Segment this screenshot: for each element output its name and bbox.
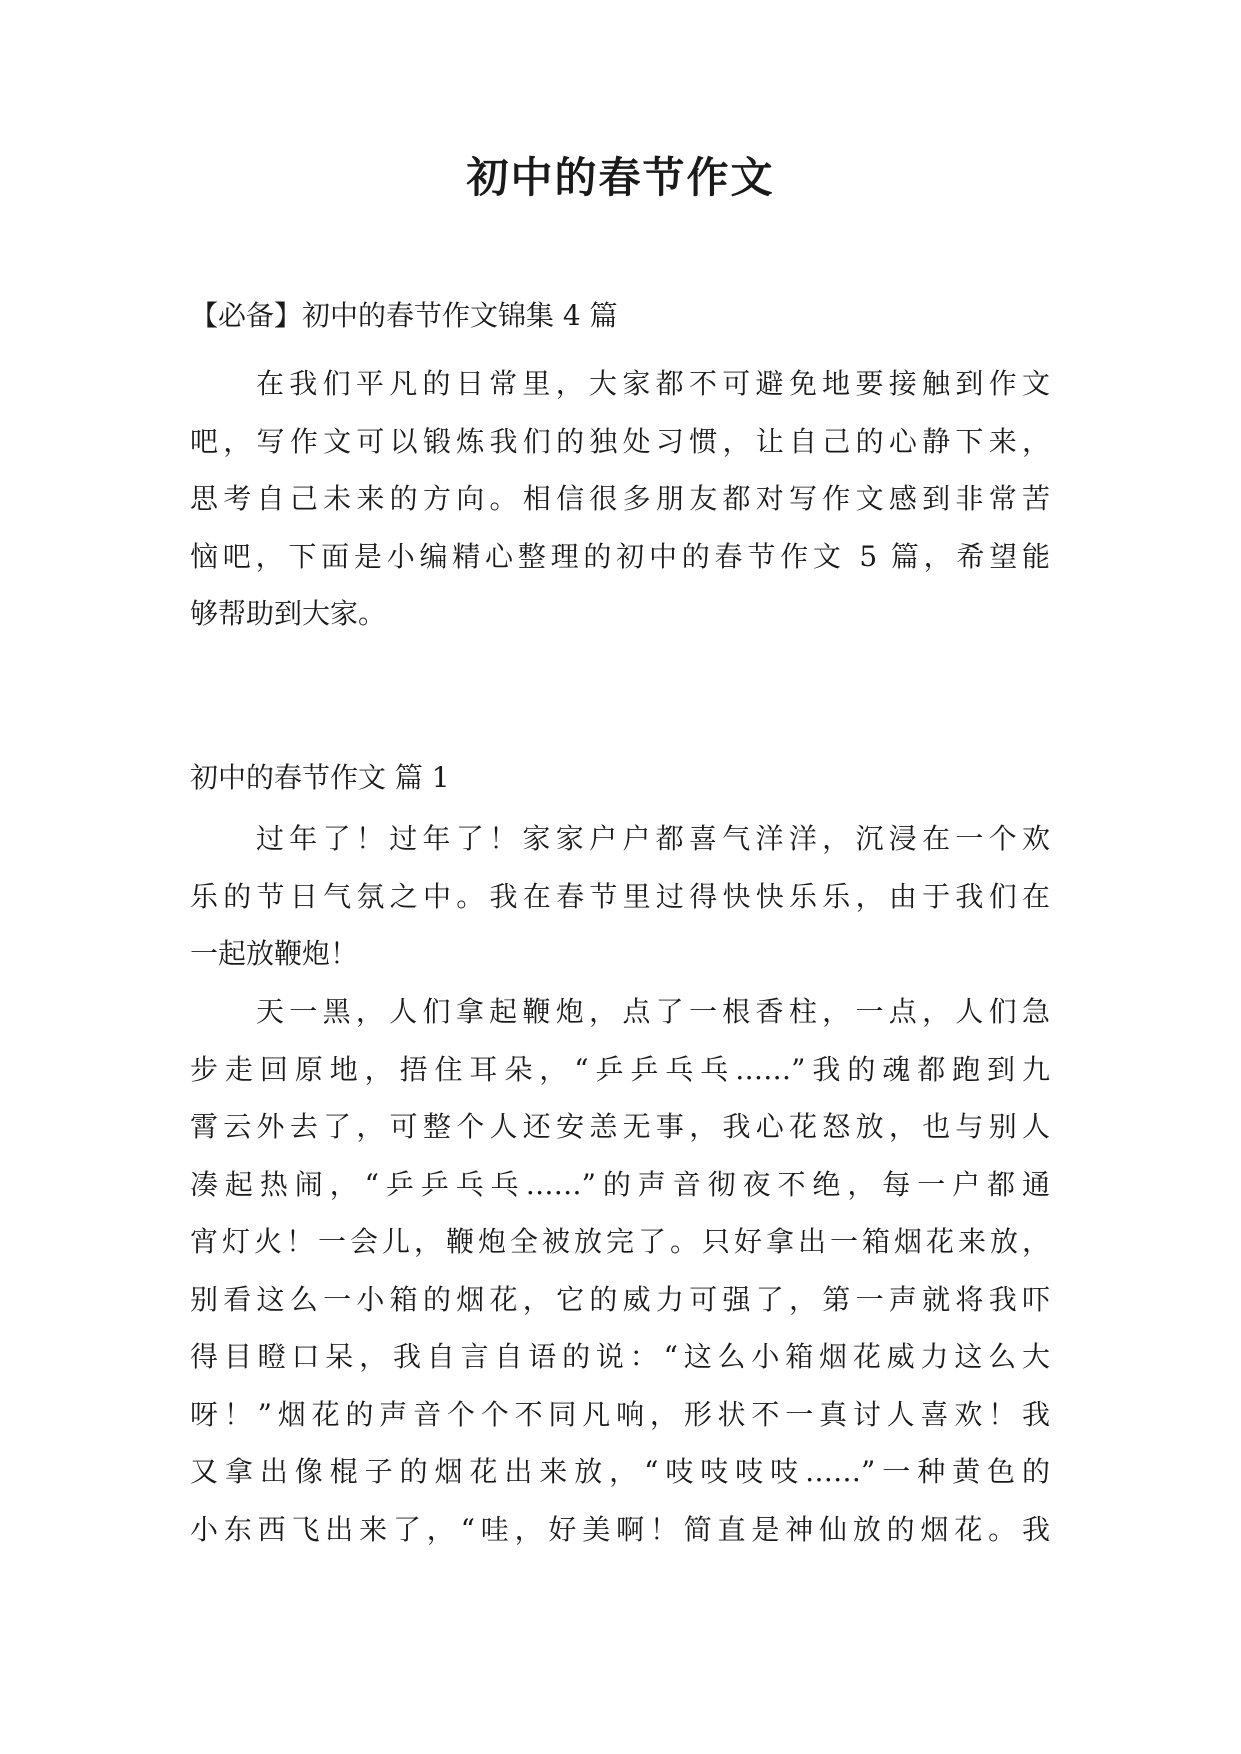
paragraph-line: 别看这么一小箱的烟花，它的威力可强了，第一声就将我吓 xyxy=(190,1282,1050,1316)
paragraph-line: 天一黑，人们拿起鞭炮，点了一根香柱，一点，人们急 xyxy=(256,995,1050,1028)
intro-line: 够帮助到大家。 xyxy=(190,597,387,630)
document-subtitle: 【必备】初中的春节作文锦集 4 篇 xyxy=(190,299,618,332)
paragraph-2 xyxy=(190,983,1050,1558)
section-heading: 初中的春节作文 篇 1 xyxy=(190,761,450,794)
paragraph-line: 乐的节日气氛之中。我在春节里过得快快乐乐，由于我们在 xyxy=(190,879,1050,913)
paragraph-1 xyxy=(190,810,1050,983)
paragraph-line: 步走回原地，捂住耳朵，“乒乒乓乓……”我的魂都跑到九 xyxy=(190,1052,1050,1086)
paragraph-line: 霄云外去了，可整个人还安恙无事，我心花怒放，也与别人 xyxy=(190,1110,1050,1143)
document-title: 初中的春节作文 xyxy=(466,153,775,202)
paragraph-line: 得目瞪口呆，我自言自语的说：“这么小箱烟花威力这么大 xyxy=(190,1340,1050,1373)
paragraph-line: 一起放鞭炮！ xyxy=(190,937,359,970)
intro-line: 思考自己未来的方向。相信很多朋友都对写作文感到非常苦 xyxy=(190,482,1050,515)
paragraph-line: 宵灯火！一会儿，鞭炮全被放完了。只好拿出一箱烟花来放， xyxy=(190,1225,1050,1258)
intro-line: 恼吧，下面是小编精心整理的初中的春节作文 5 篇，希望能 xyxy=(190,539,1050,573)
paragraph-line: 小东西飞出来了，“哇，好美啊！简直是神仙放的烟花。我 xyxy=(190,1512,1050,1546)
paragraph-line: 凑起热闹，“乒乒乓乓……”的声音彻夜不绝，每一户都通 xyxy=(190,1167,1050,1201)
paragraph-line: 呀！”烟花的声音个个不同凡响，形状不一真讨人喜欢！我 xyxy=(190,1397,1050,1431)
paragraph-line: 又拿出像棍子的烟花出来放，“吱吱吱吱……”一种黄色的 xyxy=(190,1455,1050,1488)
intro-line: 吧，写作文可以锻炼我们的独处习惯，让自己的心静下来， xyxy=(190,424,1050,458)
intro-line: 在我们平凡的日常里，大家都不可避免地要接触到作文 xyxy=(256,367,1050,400)
paragraph-line: 过年了！过年了！家家户户都喜气洋洋，沉浸在一个欢 xyxy=(256,822,1050,855)
intro-paragraph xyxy=(190,355,1050,643)
